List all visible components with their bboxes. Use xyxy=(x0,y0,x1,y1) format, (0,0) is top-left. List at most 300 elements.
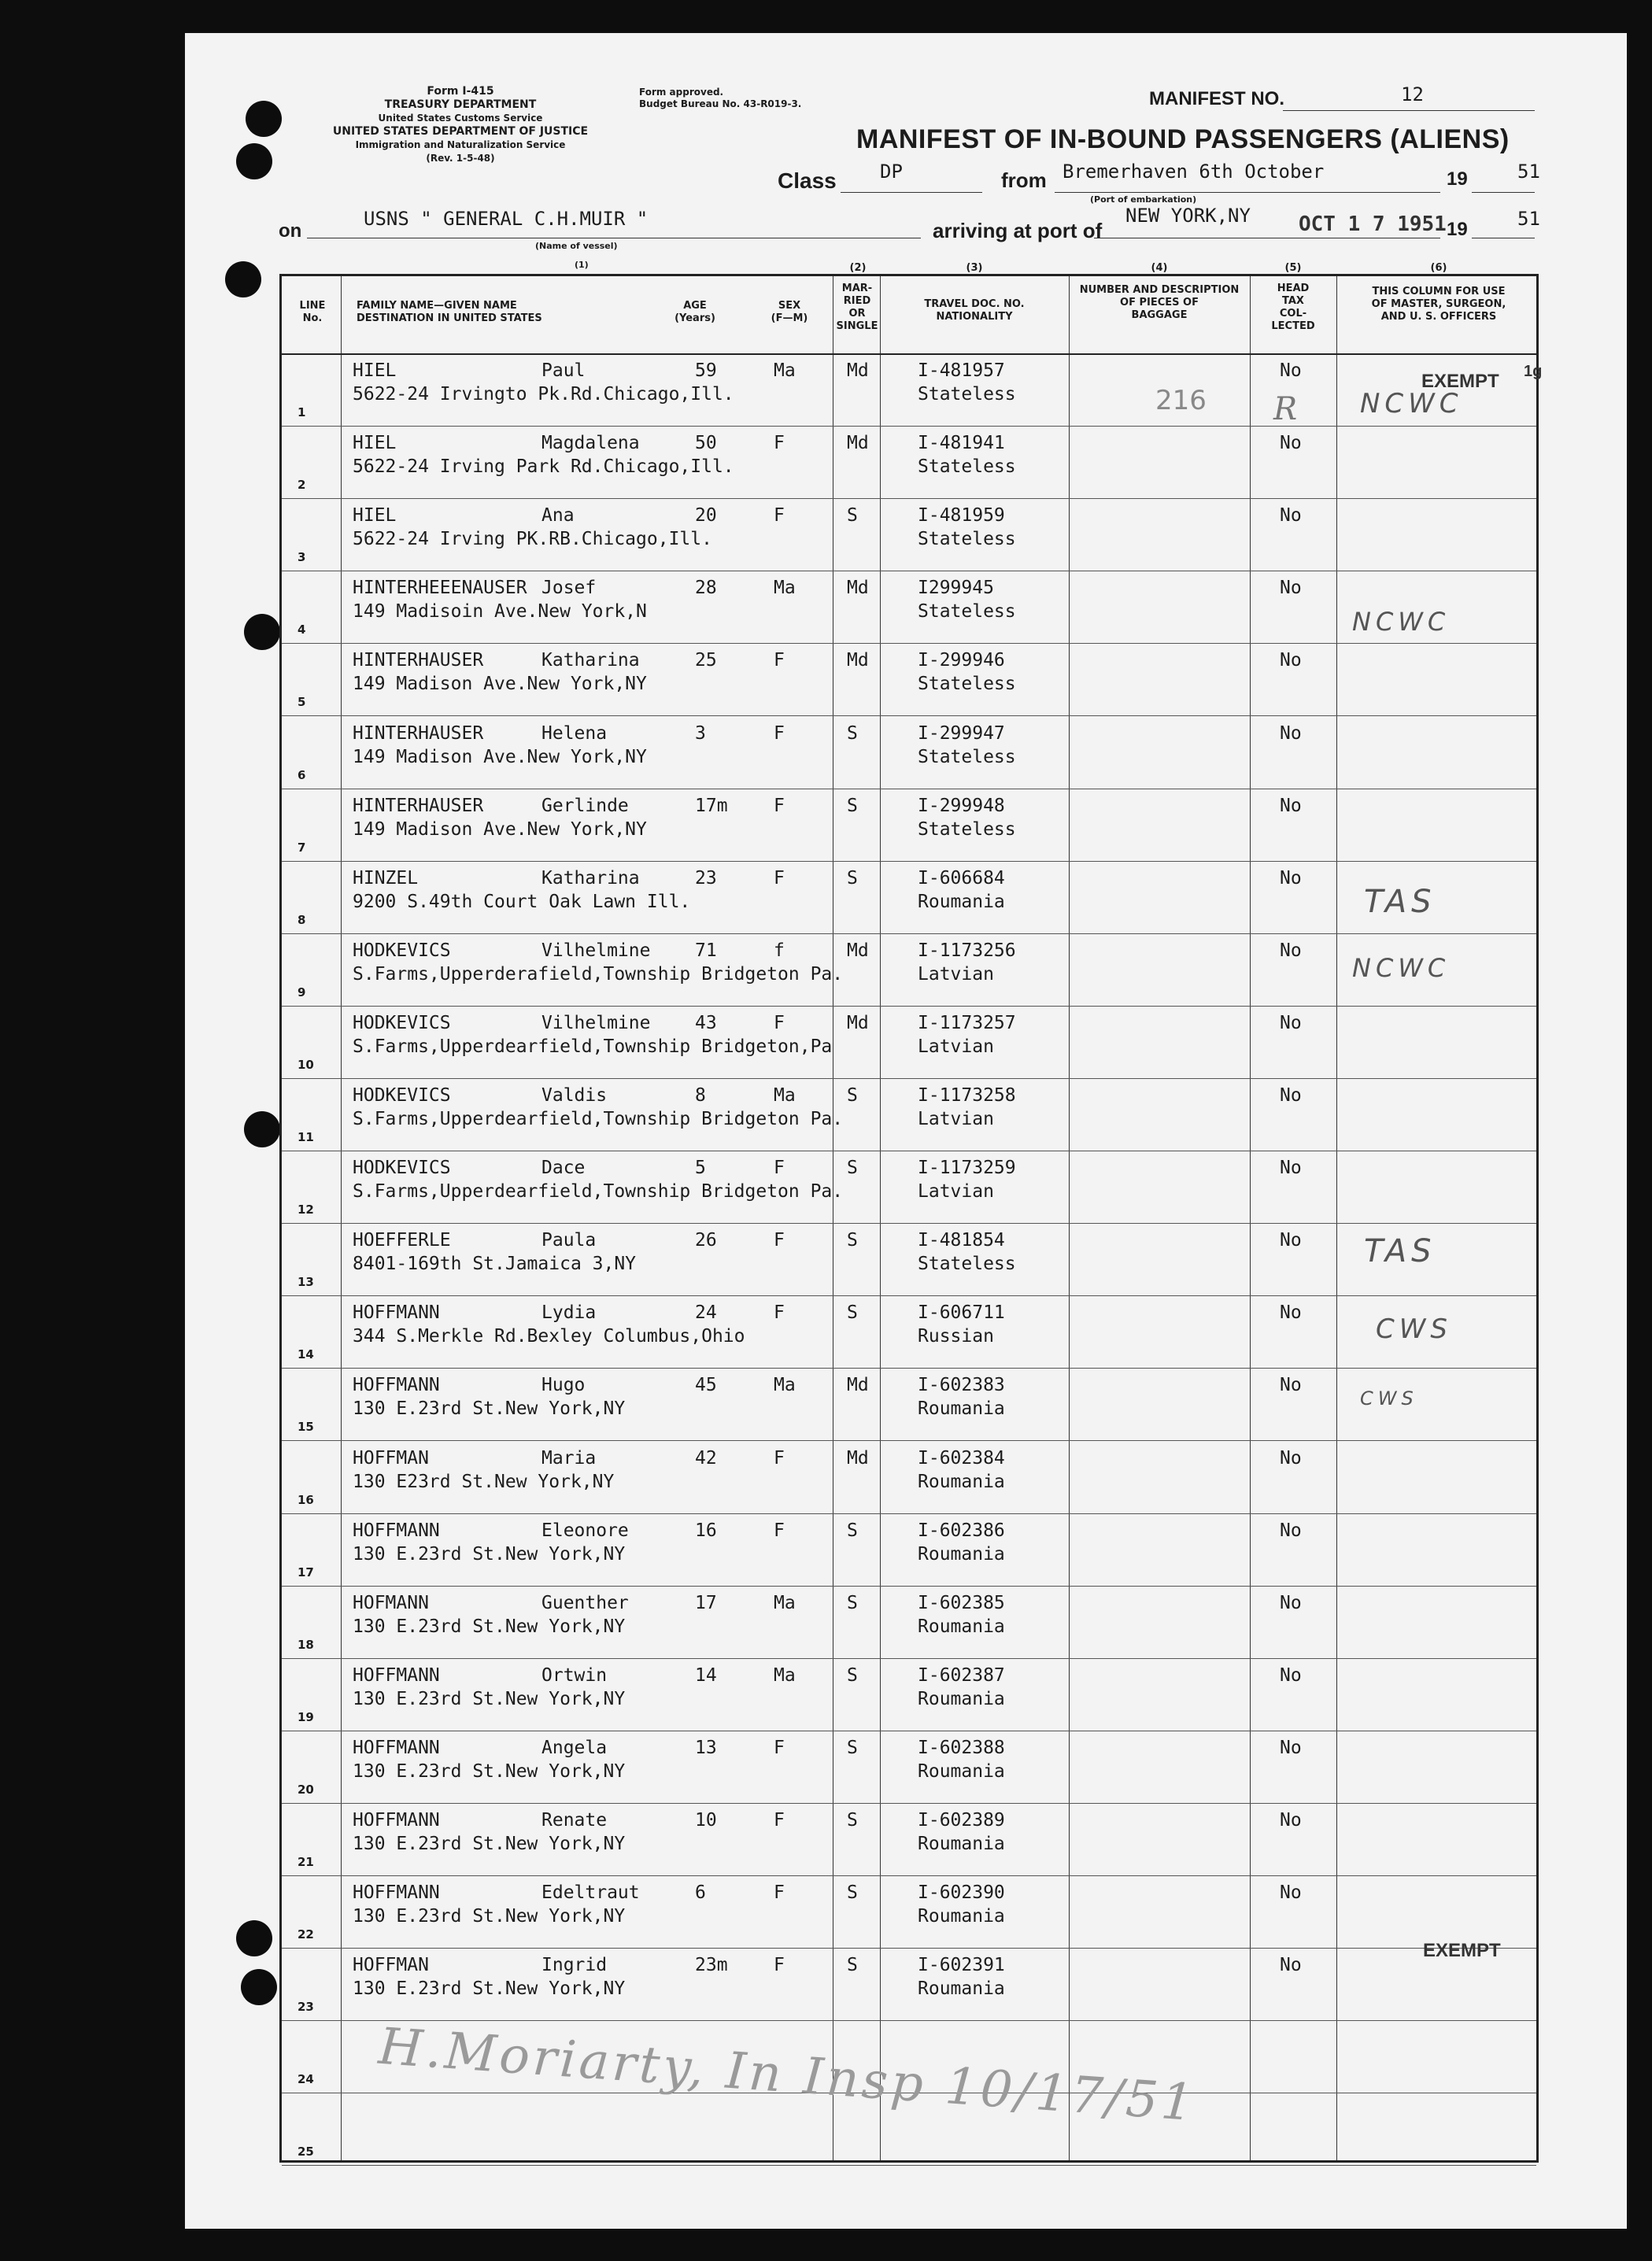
sex: F xyxy=(774,1520,785,1541)
table-row xyxy=(282,789,1536,862)
head-tax: No xyxy=(1280,433,1302,454)
given-name: Vilhelmine xyxy=(541,940,651,961)
line-number: 20 xyxy=(298,1782,314,1797)
age: 26 xyxy=(695,1230,717,1251)
ncwc-annotation: NCWC xyxy=(1352,607,1451,637)
given-name: Ingrid xyxy=(541,1955,608,1976)
age: 6 xyxy=(695,1882,706,1904)
given-name: Valdis xyxy=(541,1085,608,1106)
col-name-destination: FAMILY NAME—GIVEN NAME DESTINATION IN UNITED STATES xyxy=(357,300,542,324)
marital-status: Md xyxy=(847,433,869,454)
head-tax: No xyxy=(1280,650,1302,671)
age: 14 xyxy=(695,1664,717,1686)
head-tax: No xyxy=(1280,1158,1302,1179)
age: 23 xyxy=(695,867,717,889)
sex: Ma xyxy=(774,360,796,381)
passenger-table xyxy=(279,262,1543,2163)
family-name: HIEL xyxy=(353,360,397,381)
destination: 344 S.Merkle Rd.Bexley Columbus,Ohio xyxy=(353,1326,745,1347)
manifest-title: MANIFEST OF IN-BOUND PASSENGERS (ALIENS) xyxy=(856,124,1510,154)
table-row xyxy=(282,716,1536,789)
nationality: Roumania xyxy=(918,1688,1005,1709)
age: 5 xyxy=(695,1158,706,1179)
line-number: 22 xyxy=(298,1927,314,1942)
sex: Ma xyxy=(774,1664,796,1686)
marital-status: S xyxy=(847,1810,858,1831)
table-row xyxy=(282,1295,1536,1369)
marital-status: S xyxy=(847,1520,858,1541)
destination: 130 E.23rd St.New York,NY xyxy=(353,1906,626,1927)
sex: F xyxy=(774,1012,785,1033)
revision: (Rev. 1-5-48) xyxy=(426,153,495,164)
destination: 130 E23rd St.New York,NY xyxy=(353,1471,615,1492)
marital-status: S xyxy=(847,867,858,889)
marital-status: Md xyxy=(847,940,869,961)
given-name: Helena xyxy=(541,722,608,744)
nationality: Latvian xyxy=(918,963,994,985)
travel-doc-number: I-602386 xyxy=(918,1520,1005,1541)
line-number: 25 xyxy=(298,2145,314,2159)
line-number: 18 xyxy=(298,1637,314,1652)
head-tax: No xyxy=(1280,1664,1302,1686)
class-label: Class xyxy=(778,168,837,193)
given-name: Ortwin xyxy=(541,1664,608,1686)
vessel-caption: (Name of vessel) xyxy=(535,241,618,251)
line-number: 9 xyxy=(298,985,306,999)
age: 25 xyxy=(695,650,717,671)
given-name: Gerlinde xyxy=(541,795,629,816)
nationality: Stateless xyxy=(918,1254,1016,1275)
sex: F xyxy=(774,1158,785,1179)
col-age: AGE (Years) xyxy=(674,300,715,324)
travel-doc-number: I-1173256 xyxy=(918,940,1016,961)
head-tax: No xyxy=(1280,1085,1302,1106)
table-row xyxy=(282,1151,1536,1224)
head-tax: No xyxy=(1280,578,1302,599)
destination: 130 E.23rd St.New York,NY xyxy=(353,1760,626,1782)
sex: F xyxy=(774,867,785,889)
marital-status: S xyxy=(847,1737,858,1758)
line-number: 14 xyxy=(298,1347,314,1362)
given-name: Lydia xyxy=(541,1302,597,1324)
travel-doc-number: I-602385 xyxy=(918,1592,1005,1613)
given-name: Paul xyxy=(541,360,586,381)
table-row xyxy=(282,1586,1536,1659)
head-tax: No xyxy=(1280,1302,1302,1324)
line-number: 10 xyxy=(298,1057,314,1072)
destination: 130 E.23rd St.New York,NY xyxy=(353,1834,626,1854)
age: 43 xyxy=(695,1012,717,1033)
manifest-no-value: 12 xyxy=(1401,83,1424,105)
age: 20 xyxy=(695,505,717,526)
travel-doc-number: I-602390 xyxy=(918,1882,1005,1904)
given-name: Ana xyxy=(541,505,575,526)
line-number: 13 xyxy=(298,1275,314,1290)
nationality: Roumania xyxy=(918,1616,1005,1637)
travel-doc-number: I-602383 xyxy=(918,1375,1005,1396)
destination: 130 E.23rd St.New York,NY xyxy=(353,1543,626,1565)
family-name: HOFMANN xyxy=(353,1592,429,1613)
table-row xyxy=(282,933,1536,1007)
sex: F xyxy=(774,1447,785,1469)
family-name: HIEL xyxy=(353,505,397,526)
exempt-stamp-suffix: 1g xyxy=(1524,363,1543,380)
baggage-count-row1: 216 xyxy=(1155,385,1207,416)
age: 42 xyxy=(695,1447,717,1469)
sex: f xyxy=(774,940,785,961)
sex: Ma xyxy=(774,1375,796,1396)
class-value: DP xyxy=(880,161,903,183)
travel-doc-number: I-481854 xyxy=(918,1230,1005,1251)
table-row xyxy=(282,1223,1536,1296)
year-2: 51 xyxy=(1517,208,1540,230)
nationality: Stateless xyxy=(918,384,1016,405)
head-tax: No xyxy=(1280,940,1302,961)
age: 16 xyxy=(695,1520,717,1541)
age: 28 xyxy=(695,578,717,599)
travel-doc-number: I-481959 xyxy=(918,505,1005,526)
head-tax: No xyxy=(1280,1882,1302,1904)
col-head-tax-number: (5) xyxy=(1284,262,1302,274)
head-tax: No xyxy=(1280,1592,1302,1613)
year-1: 51 xyxy=(1517,161,1540,183)
table-row xyxy=(282,426,1536,499)
binder-hole xyxy=(244,614,280,650)
line-number: 19 xyxy=(298,1709,314,1724)
arrival-port: NEW YORK,NY xyxy=(1125,205,1251,227)
age: 59 xyxy=(695,360,717,381)
table-row xyxy=(282,861,1536,934)
sex: F xyxy=(774,433,785,454)
col-head-tax: HEAD TAX COL- LECTED xyxy=(1271,283,1315,332)
family-name: HINZEL xyxy=(353,867,419,889)
given-name: Magdalena xyxy=(541,433,640,454)
nationality: Roumania xyxy=(918,1978,1005,2000)
given-name: Angela xyxy=(541,1737,608,1758)
destination: 5622-24 Irving PK.RB.Chicago,Ill. xyxy=(353,529,712,550)
age: 50 xyxy=(695,433,717,454)
destination: 5622-24 Irving Park Rd.Chicago,Ill. xyxy=(353,456,734,478)
binder-hole xyxy=(236,143,272,179)
table-row xyxy=(282,353,1536,427)
line-number: 16 xyxy=(298,1492,314,1507)
destination: 149 Madison Ave.New York,NY xyxy=(353,818,647,840)
nationality: Roumania xyxy=(918,1543,1005,1565)
family-name: HINTERHAUSER xyxy=(353,650,484,671)
sex: Ma xyxy=(774,578,796,599)
marital-status: S xyxy=(847,1592,858,1613)
travel-doc-number: I-481957 xyxy=(918,360,1005,381)
cws-annotation: CWS xyxy=(1376,1313,1452,1345)
ncwc-annotation: NCWC xyxy=(1352,953,1451,983)
marital-status: S xyxy=(847,505,858,526)
nationality: Stateless xyxy=(918,818,1016,840)
exempt-stamp-bottom: EXEMPT xyxy=(1423,1940,1501,1961)
marital-status: S xyxy=(847,1230,858,1251)
destination: 130 E.23rd St.New York,NY xyxy=(353,1978,626,2000)
head-tax: No xyxy=(1280,1520,1302,1541)
line-number: 6 xyxy=(298,767,306,782)
table-header xyxy=(282,262,1536,355)
marital-status: Md xyxy=(847,1375,869,1396)
line-number: 7 xyxy=(298,840,306,855)
col-travel-number: (3) xyxy=(966,262,983,274)
nationality: Latvian xyxy=(918,1109,994,1129)
destination: 130 E.23rd St.New York,NY xyxy=(353,1398,626,1420)
nationality: Stateless xyxy=(918,529,1016,550)
age: 17m xyxy=(695,795,728,816)
head-tax: No xyxy=(1280,1955,1302,1976)
line-number: 15 xyxy=(298,1420,314,1435)
marital-status: S xyxy=(847,1302,858,1324)
line-number: 2 xyxy=(298,478,306,493)
travel-doc-number: I-1173257 xyxy=(918,1012,1016,1033)
given-name: Guenther xyxy=(541,1592,629,1613)
travel-doc-number: I-602388 xyxy=(918,1737,1005,1758)
table-row xyxy=(282,1875,1536,1949)
table-row xyxy=(282,643,1536,716)
age: 23m xyxy=(695,1955,728,1976)
manifest-no-label: MANIFEST NO. xyxy=(1149,88,1284,109)
marital-status: Md xyxy=(847,650,869,671)
form-number: Form I-415 xyxy=(427,85,494,98)
nationality: Roumania xyxy=(918,1471,1005,1492)
family-name: HOFFMANN xyxy=(353,1520,440,1541)
line-number: 11 xyxy=(298,1130,314,1144)
nationality: Stateless xyxy=(918,601,1016,623)
family-name: HOEFFERLE xyxy=(353,1230,451,1251)
binder-hole xyxy=(241,1969,277,2005)
from-caption: (Port of embarkation) xyxy=(1090,194,1197,205)
on-label: on xyxy=(279,220,302,242)
inspector-signature: H.Moriarty, In Insp 10/17/51 xyxy=(376,2017,1199,2134)
line-number: 4 xyxy=(298,623,306,637)
head-tax: No xyxy=(1280,1810,1302,1831)
col-officers: THIS COLUMN FOR USE OF MASTER, SURGEON, AND U. S. OFFICERS xyxy=(1371,286,1506,323)
binder-hole xyxy=(236,1920,272,1956)
head-tax: No xyxy=(1280,722,1302,744)
nationality: Roumania xyxy=(918,1398,1005,1420)
given-name: Katharina xyxy=(541,867,640,889)
family-name: HOFFMANN xyxy=(353,1375,440,1396)
family-name: HOFFMANN xyxy=(353,1302,440,1324)
destination: S.Farms,Upperderafield,Township Bridgeton Pa. xyxy=(353,963,844,985)
col-married: MAR- RIED OR SINGLE xyxy=(836,283,878,332)
col-baggage-number: (4) xyxy=(1151,262,1168,274)
travel-doc-number: I-602389 xyxy=(918,1810,1005,1831)
sex: F xyxy=(774,505,785,526)
given-name: Vilhelmine xyxy=(541,1012,651,1033)
sex: F xyxy=(774,1737,785,1758)
travel-doc-number: I-602391 xyxy=(918,1955,1005,1976)
given-name: Renate xyxy=(541,1810,608,1831)
budget-bureau: Budget Bureau No. 43-R019-3. xyxy=(639,98,802,109)
marital-status: Md xyxy=(847,1447,869,1469)
line-number: 24 xyxy=(298,2072,314,2087)
line-number: 5 xyxy=(298,695,306,710)
travel-doc-number: I-606711 xyxy=(918,1302,1005,1324)
travel-doc-number: I-1173259 xyxy=(918,1158,1016,1179)
marital-status: S xyxy=(847,1664,858,1686)
table-row xyxy=(282,1006,1536,1079)
age: 71 xyxy=(695,940,717,961)
destination: 130 E.23rd St.New York,NY xyxy=(353,1616,626,1637)
col-line: LINE No. xyxy=(299,300,326,324)
family-name: HINTERHAUSER xyxy=(353,795,484,816)
head-tax: No xyxy=(1280,1230,1302,1251)
given-name: Hugo xyxy=(541,1375,586,1396)
from-value: Bremerhaven 6th October xyxy=(1063,161,1325,183)
table-row xyxy=(282,498,1536,571)
customs-service: United States Customs Service xyxy=(378,113,543,124)
sex: F xyxy=(774,1955,785,1976)
cws-annotation: CWS xyxy=(1360,1387,1418,1409)
head-tax: No xyxy=(1280,360,1302,381)
nationality: Roumania xyxy=(918,1834,1005,1854)
from-label: from xyxy=(1001,168,1047,192)
travel-doc-number: I-299947 xyxy=(918,722,1005,744)
marital-status: S xyxy=(847,1882,858,1904)
nationality: Latvian xyxy=(918,1036,994,1057)
age: 17 xyxy=(695,1592,717,1613)
table-row xyxy=(282,1513,1536,1587)
marital-status: S xyxy=(847,795,858,816)
family-name: HOFFMANN xyxy=(353,1882,440,1904)
age: 24 xyxy=(695,1302,717,1324)
nationality: Stateless xyxy=(918,746,1016,767)
family-name: HINTERHEEENAUSER xyxy=(353,578,527,599)
table-row xyxy=(282,571,1536,644)
destination: 149 Madison Ave.New York,NY xyxy=(353,746,647,767)
table-row xyxy=(282,1803,1536,1876)
sex: F xyxy=(774,1230,785,1251)
sex: F xyxy=(774,722,785,744)
head-tax: No xyxy=(1280,505,1302,526)
form-header xyxy=(272,85,649,165)
form-approved: Form approved. xyxy=(639,87,724,98)
head-tax: No xyxy=(1280,867,1302,889)
head-tax: No xyxy=(1280,1375,1302,1396)
sex: F xyxy=(774,1882,785,1904)
destination: 130 E.23rd St.New York,NY xyxy=(353,1688,626,1709)
travel-doc-number: I299945 xyxy=(918,578,994,599)
nationality: Roumania xyxy=(918,891,1005,912)
sex: F xyxy=(774,795,785,816)
travel-doc-number: I-1173258 xyxy=(918,1085,1016,1106)
travel-doc-number: I-299946 xyxy=(918,650,1005,671)
given-name: Josef xyxy=(541,578,597,599)
family-name: HINTERHAUSER xyxy=(353,722,484,744)
age: 45 xyxy=(695,1375,717,1396)
year-prefix-2: 19 xyxy=(1447,219,1468,240)
sex: Ma xyxy=(774,1592,796,1613)
travel-doc-number: I-602384 xyxy=(918,1447,1005,1469)
travel-doc-number: I-299948 xyxy=(918,795,1005,816)
destination: 149 Madisoin Ave.New York,N xyxy=(353,601,647,623)
tas-annotation: TAS xyxy=(1364,884,1436,920)
age: 8 xyxy=(695,1085,706,1106)
exempt-stamp-top: EXEMPT xyxy=(1421,371,1499,392)
table-row xyxy=(282,1948,1536,2021)
family-name: HODKEVICS xyxy=(353,1085,451,1106)
family-name: HODKEVICS xyxy=(353,1012,451,1033)
family-name: HOFFMANN xyxy=(353,1737,440,1758)
line-number: 8 xyxy=(298,912,306,927)
given-name: Paula xyxy=(541,1230,597,1251)
baggage-mark-row1: R xyxy=(1273,391,1298,427)
family-name: HODKEVICS xyxy=(353,940,451,961)
table-row xyxy=(282,1658,1536,1731)
table-row xyxy=(282,1441,1536,1514)
marital-status: S xyxy=(847,722,858,744)
age: 13 xyxy=(695,1737,717,1758)
line-number: 12 xyxy=(298,1203,314,1217)
head-tax: No xyxy=(1280,1012,1302,1033)
table-row xyxy=(282,1078,1536,1151)
age: 3 xyxy=(695,722,706,744)
destination: 5622-24 Irvingto Pk.Rd.Chicago,Ill. xyxy=(353,384,734,405)
line-number: 23 xyxy=(298,2000,314,2015)
head-tax: No xyxy=(1280,1447,1302,1469)
ncwc-annotation: NCWC xyxy=(1360,388,1463,419)
col-travel-doc: TRAVEL DOC. NO. NATIONALITY xyxy=(924,298,1025,323)
treasury-dept: TREASURY DEPARTMENT xyxy=(384,98,537,111)
sex: Ma xyxy=(774,1085,796,1106)
nationality: Roumania xyxy=(918,1906,1005,1927)
binder-hole xyxy=(225,261,261,297)
col-baggage: NUMBER AND DESCRIPTION OF PIECES OF BAGGAGE xyxy=(1079,284,1240,321)
sex: F xyxy=(774,650,785,671)
tas-annotation: TAS xyxy=(1364,1233,1436,1269)
head-tax: No xyxy=(1280,1737,1302,1758)
family-name: HOFFMANN xyxy=(353,1664,440,1686)
arriving-label: arriving at port of xyxy=(933,219,1103,242)
destination: 149 Madison Ave.New York,NY xyxy=(353,674,647,695)
table-row xyxy=(282,1731,1536,1804)
marital-status: S xyxy=(847,1955,858,1976)
marital-status: S xyxy=(847,1085,858,1106)
ins-service: Immigration and Naturalization Service xyxy=(355,139,566,150)
line-number: 21 xyxy=(298,1855,314,1869)
col-married-number: (2) xyxy=(849,262,867,274)
col-officers-number: (6) xyxy=(1430,262,1447,274)
given-name: Dace xyxy=(541,1158,586,1179)
family-name: HODKEVICS xyxy=(353,1158,451,1179)
marital-status: Md xyxy=(847,1012,869,1033)
line-number: 1 xyxy=(298,405,306,419)
travel-doc-number: I-606684 xyxy=(918,867,1005,889)
given-name: Edeltraut xyxy=(541,1882,640,1904)
age: 10 xyxy=(695,1810,717,1831)
destination: S.Farms,Upperdearfield,Township Bridgeton Pa. xyxy=(353,1109,844,1129)
destination: 9200 S.49th Court Oak Lawn Ill. xyxy=(353,891,691,912)
year-prefix-1: 19 xyxy=(1447,168,1468,190)
sex: F xyxy=(774,1302,785,1324)
justice-dept: UNITED STATES DEPARTMENT OF JUSTICE xyxy=(332,125,589,138)
family-name: HOFFMAN xyxy=(353,1447,429,1469)
table-row xyxy=(282,1368,1536,1441)
line-number: 3 xyxy=(298,550,306,565)
line-number: 17 xyxy=(298,1565,314,1579)
vessel-column-number: (1) xyxy=(575,260,589,270)
destination: S.Farms,Upperdearfield,Township Bridgeton,Pa xyxy=(353,1036,833,1057)
given-name: Katharina xyxy=(541,650,640,671)
vessel-name: USNS " GENERAL C.H.MUIR " xyxy=(364,208,649,230)
nationality: Russian xyxy=(918,1326,994,1347)
given-name: Eleonore xyxy=(541,1520,629,1541)
head-tax: No xyxy=(1280,795,1302,816)
sex: F xyxy=(774,1810,785,1831)
